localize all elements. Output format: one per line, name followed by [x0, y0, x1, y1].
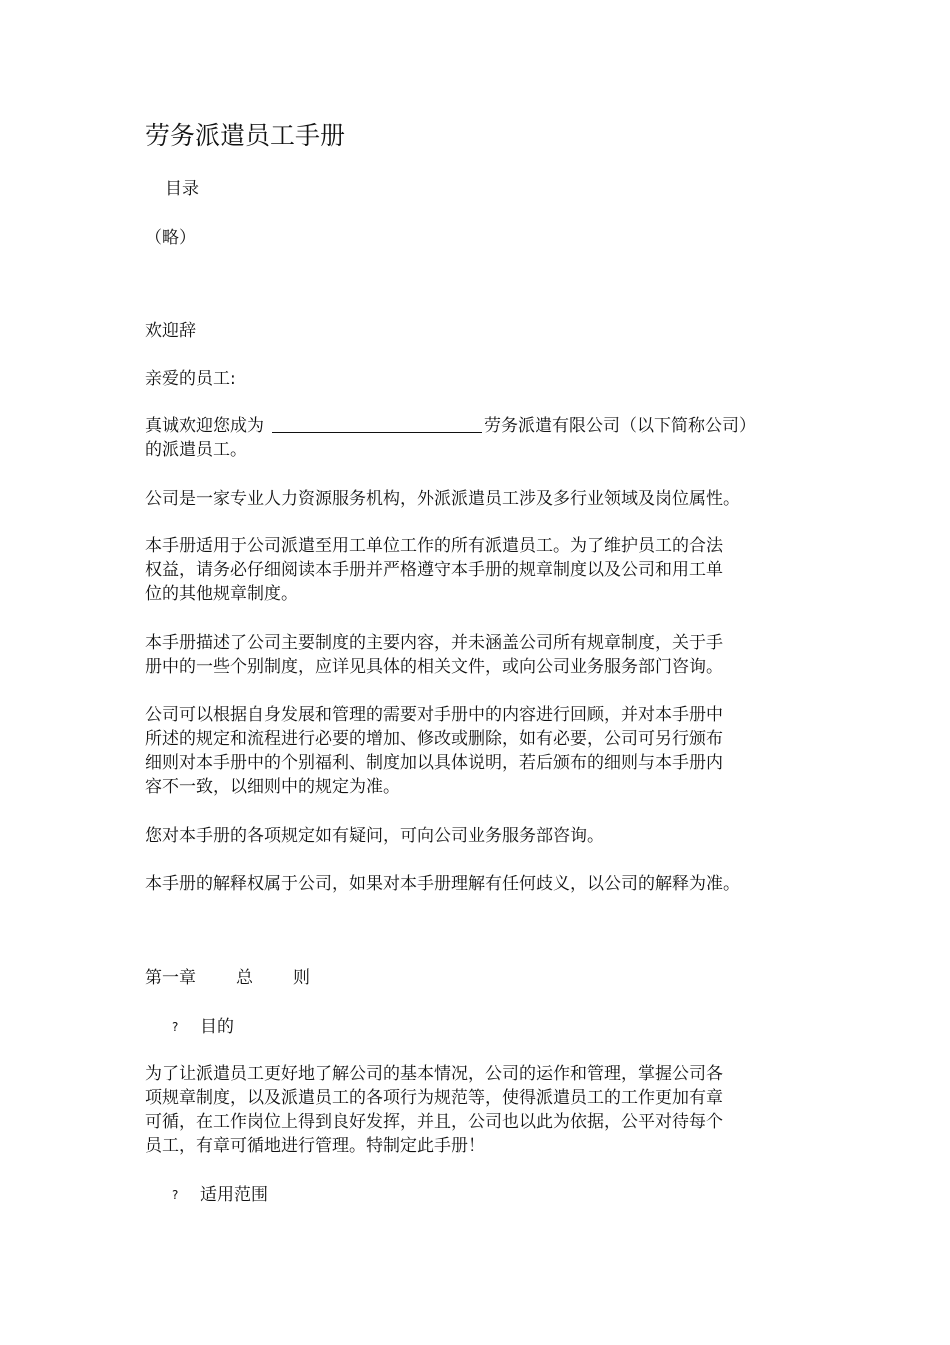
paragraph-line: 项规章制度，以及派遣员工的各项行为规范等，使得派遣员工的工作更加有章 — [145, 1088, 723, 1108]
welcome-paragraph-7: 本手册的解释权属于公司，如果对本手册理解有任何歧义，以公司的解释为准。 — [145, 874, 740, 894]
document-title: 劳务派遣员工手册 — [145, 121, 346, 150]
welcome-paragraph-4 — [145, 631, 723, 679]
welcome-paragraph-6: 您对本手册的各项规定如有疑问，可向公司业务服务部咨询。 — [145, 826, 604, 846]
welcome-paragraph-1-line-1 — [145, 414, 756, 438]
bullet-icon: ? — [172, 1020, 179, 1034]
section-heading-scope — [172, 1183, 268, 1207]
chapter-number: 第一章 — [145, 968, 196, 988]
chapter-word-1: 总 — [236, 968, 253, 988]
welcome-text-before-blank: 真诚欢迎您成为 — [145, 416, 264, 436]
welcome-text-after-blank: 劳务派遣有限公司（以下简称公司） — [484, 416, 756, 436]
paragraph-line: 可循，在工作岗位上得到良好发挥，并且，公司也以此为依据，公平对待每个 — [145, 1112, 723, 1132]
welcome-paragraph-1 — [145, 414, 756, 462]
welcome-paragraph-1-line-2: 的派遣员工。 — [145, 440, 247, 460]
paragraph-line: 本手册适用于公司派遣至用工单位工作的所有派遣员工。为了维护员工的合法 — [145, 536, 723, 556]
chapter-word-2: 则 — [293, 968, 310, 988]
purpose-paragraph — [145, 1062, 723, 1158]
paragraph-line: 权益，请务必仔细阅读本手册并严格遵守本手册的规章制度以及公司和用工单 — [145, 560, 723, 580]
chapter-heading — [145, 966, 310, 990]
greeting: 亲爱的员工: — [145, 369, 236, 389]
paragraph-line: 员工，有章可循地进行管理。特制定此手册！ — [145, 1136, 485, 1156]
toc-heading: 目录 — [165, 179, 199, 199]
section-title: 目的 — [200, 1017, 234, 1037]
section-title: 适用范围 — [200, 1185, 268, 1205]
paragraph-line: 本手册描述了公司主要制度的主要内容，并未涵盖公司所有规章制度，关于手 — [145, 633, 723, 653]
bullet-icon: ? — [172, 1188, 179, 1202]
welcome-paragraph-3 — [145, 534, 723, 606]
paragraph-line: 公司可以根据自身发展和管理的需要对手册中的内容进行回顾，并对本手册中 — [145, 705, 723, 725]
welcome-paragraph-5 — [145, 703, 723, 799]
paragraph-line: 容不一致，以细则中的规定为准。 — [145, 777, 400, 797]
toc-note: （略） — [145, 228, 196, 248]
paragraph-line: 位的其他规章制度。 — [145, 584, 298, 604]
paragraph-line: 为了让派遣员工更好地了解公司的基本情况，公司的运作和管理，掌握公司各 — [145, 1064, 723, 1084]
paragraph-line: 细则对本手册中的个别福利、制度加以具体说明，若后颁布的细则与本手册内 — [145, 753, 723, 773]
section-heading-purpose — [172, 1015, 234, 1039]
company-name-blank — [272, 414, 482, 433]
paragraph-line: 所述的规定和流程进行必要的增加、修改或删除，如有必要，公司可另行颁布 — [145, 729, 723, 749]
welcome-paragraph-2: 公司是一家专业人力资源服务机构，外派派遣员工涉及多行业领域及岗位属性。 — [145, 489, 740, 509]
welcome-heading: 欢迎辞 — [145, 321, 196, 341]
paragraph-line: 册中的一些个别制度，应详见具体的相关文件，或向公司业务服务部门咨询。 — [145, 657, 723, 677]
